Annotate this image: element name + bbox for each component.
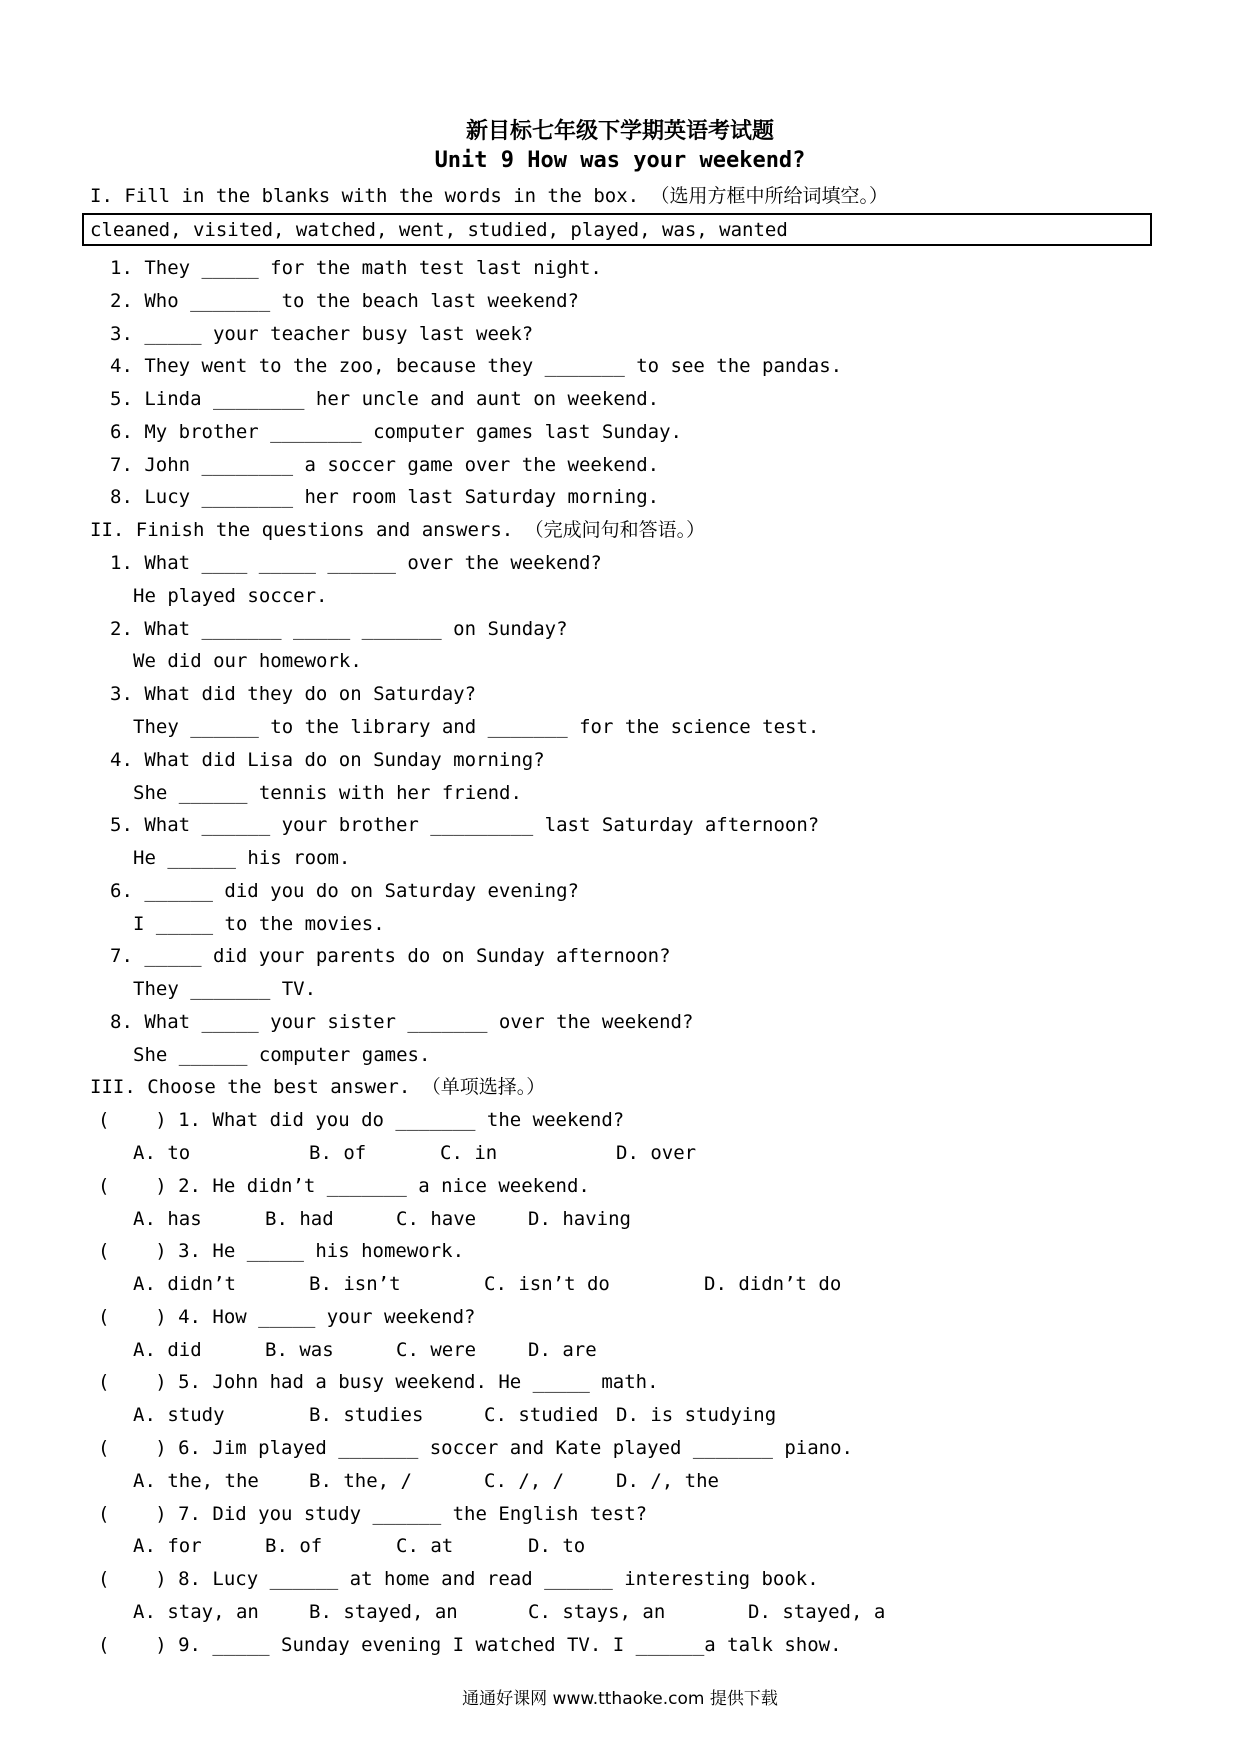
section3-heading: III. Choose the best answer. （单项选择。） — [90, 1076, 546, 1098]
s3-option-1b: B. of — [309, 1142, 367, 1164]
s3-option-4a: A. did — [133, 1339, 202, 1361]
s3-option-1a: A. to — [133, 1142, 191, 1164]
s3-question-9: ( ) 9. _____ Sunday evening I watched TV. I ______a talk show. — [98, 1634, 842, 1656]
page-footer: 通通好课网 www.tthaoke.com 提供下载 — [462, 1689, 778, 1709]
s3-option-2c: C. have — [396, 1208, 477, 1230]
s1-item-2: 2. Who _______ to the beach last weekend? — [110, 290, 579, 312]
s2-question-3: 3. What did they do on Saturday? — [110, 683, 477, 705]
s3-option-4b: B. was — [265, 1339, 334, 1361]
section1-heading: I. Fill in the blanks with the words in the box. （选用方框中所给词填空。） — [90, 185, 889, 207]
s3-option-3b: B. isn’t — [309, 1273, 401, 1295]
s3-option-4c: C. were — [396, 1339, 477, 1361]
s3-option-8c: C. stays, an — [528, 1601, 666, 1623]
s2-question-5: 5. What ______ your brother _________ last Saturday afternoon? — [110, 814, 820, 836]
s2-question-1: 1. What ____ _____ ______ over the weekend? — [110, 552, 602, 574]
s3-question-3: ( ) 3. He _____ his homework. — [98, 1240, 465, 1262]
s3-option-5d: D. is studying — [616, 1404, 777, 1426]
s1-item-5: 5. Linda ________ her uncle and aunt on weekend. — [110, 388, 660, 410]
s2-answer-5: He ______ his room. — [133, 847, 351, 869]
s3-question-7: ( ) 7. Did you study ______ the English test? — [98, 1503, 648, 1525]
word-box-text: cleaned, visited, watched, went, studied, played, was, wanted — [90, 219, 788, 241]
s3-option-7b: B. of — [265, 1535, 323, 1557]
s3-option-6d: D. /, the — [616, 1470, 719, 1492]
s2-answer-8: She ______ computer games. — [133, 1044, 431, 1066]
s2-answer-1: He played soccer. — [133, 585, 328, 607]
s2-question-7: 7. _____ did your parents do on Sunday afternoon? — [110, 945, 671, 967]
s3-option-2b: B. had — [265, 1208, 334, 1230]
s3-option-8b: B. stayed, an — [309, 1601, 458, 1623]
s3-question-5: ( ) 5. John had a busy weekend. He _____ math. — [98, 1371, 659, 1393]
s3-option-4d: D. are — [528, 1339, 597, 1361]
s3-option-6b: B. the, / — [309, 1470, 412, 1492]
s2-question-8: 8. What _____ your sister _______ over the weekend? — [110, 1011, 694, 1033]
s3-option-7d: D. to — [528, 1535, 586, 1557]
s3-option-1d: D. over — [616, 1142, 697, 1164]
s3-option-3d: D. didn’t do — [704, 1273, 842, 1295]
s3-question-6: ( ) 6. Jim played _______ soccer and Kate played _______ piano. — [98, 1437, 853, 1459]
s3-option-1c: C. in — [440, 1142, 498, 1164]
s1-item-1: 1. They _____ for the math test last night. — [110, 257, 602, 279]
s3-option-7a: A. for — [133, 1535, 202, 1557]
s2-question-6: 6. ______ did you do on Saturday evening? — [110, 880, 579, 902]
s3-question-8: ( ) 8. Lucy ______ at home and read ______ interesting book. — [98, 1568, 819, 1590]
s3-option-7c: C. at — [396, 1535, 454, 1557]
s2-question-2: 2. What _______ _____ _______ on Sunday? — [110, 618, 568, 640]
s3-option-2d: D. having — [528, 1208, 631, 1230]
s3-option-6c: C. /, / — [484, 1470, 565, 1492]
s3-option-8a: A. stay, an — [133, 1601, 259, 1623]
s2-answer-4: She ______ tennis with her friend. — [133, 782, 522, 804]
s3-option-5c: C. studied — [484, 1404, 599, 1426]
unit-subtitle: Unit 9 How was your weekend? — [434, 148, 806, 173]
s2-answer-7: They _______ TV. — [133, 978, 317, 1000]
section2-heading: II. Finish the questions and answers. （完成问句和答语。） — [90, 519, 706, 541]
s3-option-5b: B. studies — [309, 1404, 424, 1426]
s3-option-2a: A. has — [133, 1208, 202, 1230]
page-title: 新目标七年级下学期英语考试题 — [465, 119, 774, 144]
s3-question-2: ( ) 2. He didn’t _______ a nice weekend. — [98, 1175, 590, 1197]
s3-option-3a: A. didn’t — [133, 1273, 236, 1295]
s1-item-6: 6. My brother ________ computer games last Sunday. — [110, 421, 682, 443]
s2-answer-6: I _____ to the movies. — [133, 913, 385, 935]
s3-option-3c: C. isn’t do — [484, 1273, 610, 1295]
s2-answer-2: We did our homework. — [133, 650, 362, 672]
s1-item-7: 7. John ________ a soccer game over the weekend. — [110, 454, 660, 476]
s2-answer-3: They ______ to the library and _______ for the science test. — [133, 716, 820, 738]
s3-option-8d: D. stayed, a — [748, 1601, 886, 1623]
s1-item-8: 8. Lucy ________ her room last Saturday morning. — [110, 486, 660, 508]
s3-question-4: ( ) 4. How _____ your weekend? — [98, 1306, 476, 1328]
word-box — [82, 213, 1152, 246]
s3-question-1: ( ) 1. What did you do _______ the weekend? — [98, 1109, 625, 1131]
s1-item-3: 3. _____ your teacher busy last week? — [110, 323, 534, 345]
s2-question-4: 4. What did Lisa do on Sunday morning? — [110, 749, 545, 771]
s1-item-4: 4. They went to the zoo, because they _______ to see the pandas. — [110, 355, 843, 377]
s3-option-6a: A. the, the — [133, 1470, 259, 1492]
s3-option-5a: A. study — [133, 1404, 225, 1426]
